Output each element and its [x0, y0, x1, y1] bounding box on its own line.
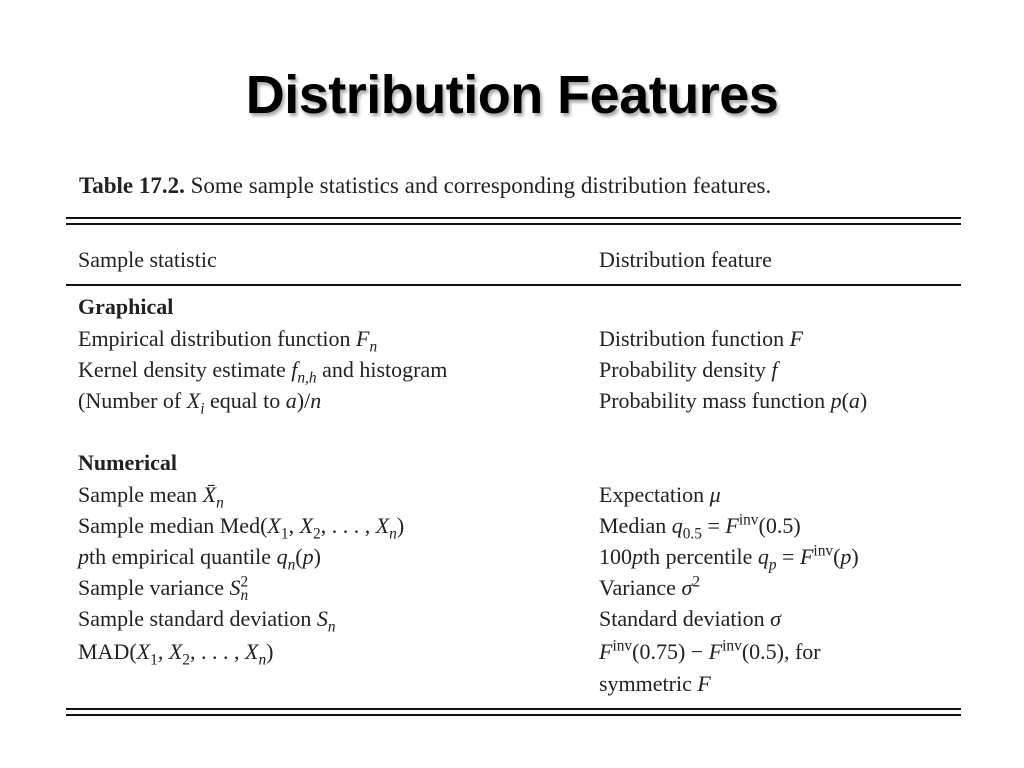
table-row-statistic: Kernel density estimate $f_{n,h}$ and histogram [78, 357, 448, 387]
table-row-statistic: pth empirical quantile $q_n(p)$ [78, 544, 321, 574]
bottom-rule-1 [66, 708, 961, 710]
column-header-sample-statistic: Sample statistic [78, 247, 217, 272]
section-heading-numerical: Numerical [78, 450, 177, 475]
top-rule-2 [66, 223, 961, 225]
slide-title: Distribution Features [245, 65, 779, 125]
table-row-feature-continuation: symmetric F [599, 671, 711, 696]
table-row-feature: Variance $\sigma^2$ [599, 573, 701, 600]
table-row-statistic: (Number of $X_i$ equal to a)/n [78, 388, 322, 418]
table-row-feature: 100pth percentile $q_p = F^{inv}(p)$ [599, 542, 859, 574]
top-rule-1 [66, 217, 961, 219]
bottom-rule-2 [66, 714, 961, 716]
table-row-statistic: Sample median $Med(X_1$, $X_2$, . . . , $X_n$) [78, 513, 405, 543]
table-row-feature: Expectation μ [599, 482, 721, 507]
table-row-feature: Standard deviation σ [599, 606, 781, 631]
table-row-feature: Median $q_{0.5} = F^{inv}(0.5)$ [599, 511, 801, 543]
table-caption-text: Some sample statistics and corresponding distribution features. [190, 173, 772, 198]
column-header-distribution-feature: Distribution feature [599, 247, 772, 272]
table-caption-label: Table 17.2. [79, 173, 185, 198]
table-caption [79, 173, 771, 199]
table-row-statistic: Sample variance $S^2_n$ [78, 573, 249, 605]
header-rule [66, 284, 961, 286]
section-heading-graphical: Graphical [78, 294, 174, 319]
table-row-feature: Probability mass function p(a) [599, 388, 868, 413]
table-row-statistic: Empirical distribution function $F_n$ [78, 326, 378, 356]
table-row-statistic: Sample mean $X̄_n$ [78, 482, 224, 512]
table-row-feature: Probability density f [599, 357, 778, 382]
table-row-feature: Distribution function F [599, 326, 804, 351]
table-row-statistic: $MAD(X_1$, $X_2$, . . . , $X_n$) [78, 639, 274, 669]
table-row-feature: $F^{inv}(0.75) - F^{inv}(0.5)$, for [599, 637, 821, 664]
table-row-statistic: Sample standard deviation $S_n$ [78, 606, 336, 636]
